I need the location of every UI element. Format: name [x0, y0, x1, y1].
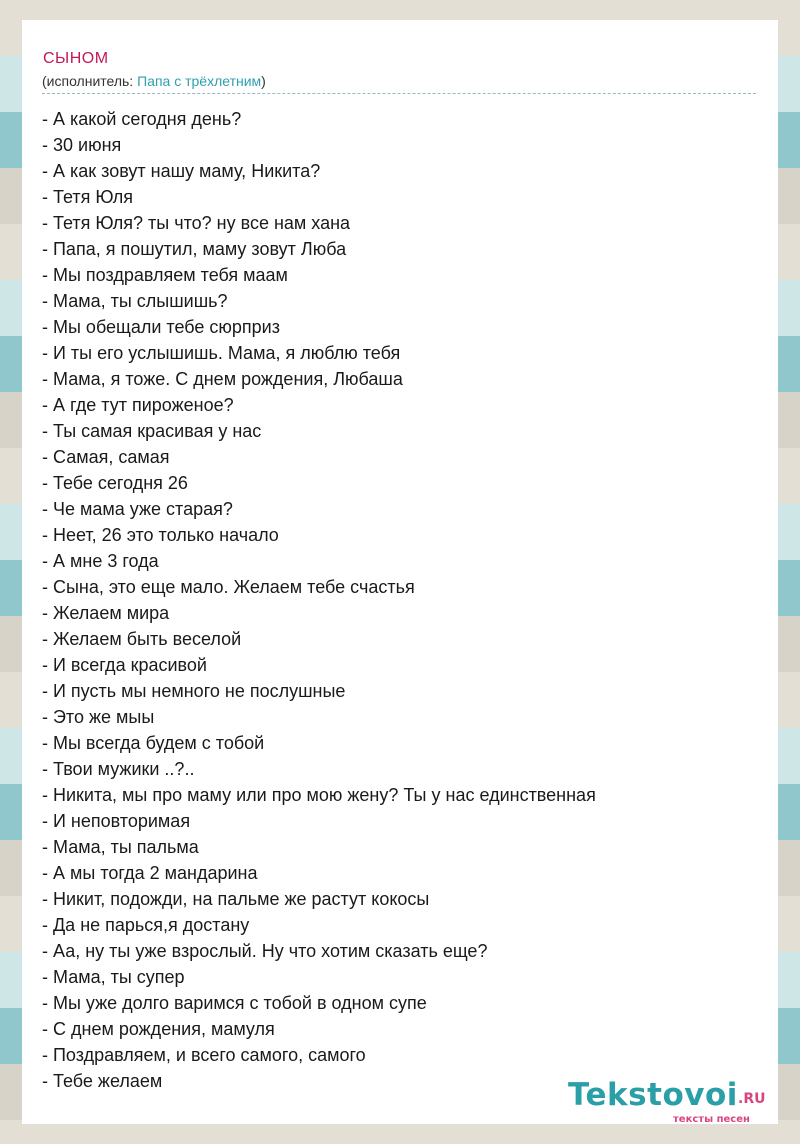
lyric-line: - Поздравляем, и всего самого, самого: [42, 1045, 366, 1065]
lyric-line: - Это же мыы: [42, 707, 155, 727]
lyric-line: - Мы уже долго варимся с тобой в одном супе: [42, 993, 427, 1013]
lyric-line: - Тетя Юля? ты что? ну все нам хана: [42, 213, 351, 233]
lyric-line: - И ты его услышишь. Мама, я люблю тебя: [42, 343, 401, 363]
lyric-line: - Ты самая красивая у нас: [42, 421, 262, 441]
site-logo[interactable]: [568, 1077, 788, 1127]
lyric-line: - И неповторимая: [42, 811, 191, 831]
performer-line: [42, 73, 266, 89]
performer-prefix: (исполнитель:: [42, 73, 138, 89]
logo-wordmark: Tekstovoi: [568, 1077, 738, 1113]
lyric-line: - Никита, мы про маму или про мою жену? Ты у нас единственная: [42, 785, 596, 805]
lyric-line: - Желаем быть веселой: [42, 629, 242, 649]
logo-domain: .RU: [738, 1091, 766, 1107]
song-title: СЫНОМ: [43, 50, 109, 67]
performer-suffix: ): [261, 73, 266, 89]
lyric-line: - Мама, я тоже. С днем рождения, Любаша: [42, 369, 403, 389]
lyric-line: - Тебе желаем: [42, 1071, 163, 1091]
lyrics-card: [22, 20, 778, 1124]
lyric-line: - 30 июня: [42, 135, 122, 155]
lyric-line: - Желаем мира: [42, 603, 170, 623]
performer-link[interactable]: Папа с трёхлетним: [137, 73, 262, 89]
lyric-line: - Аа, ну ты уже взрослый. Ну что хотим сказать еще?: [42, 941, 488, 961]
lyric-line: - Мама, ты слышишь?: [42, 291, 228, 311]
lyric-line: - Мы всегда будем с тобой: [42, 733, 265, 753]
lyric-line: - А как зовут нашу маму, Никита?: [42, 161, 321, 181]
lyric-line: - Никит, подожди, на пальме же растут кокосы: [42, 889, 430, 909]
lyric-line: - С днем рождения, мамуля: [42, 1019, 275, 1039]
logo-tagline: тексты песен: [673, 1114, 750, 1125]
lyric-line: - Папа, я пошутил, маму зовут Люба: [42, 239, 347, 259]
lyric-line: - А мне 3 года: [42, 551, 159, 571]
lyrics-text: [42, 106, 596, 1094]
lyric-line: - Неет, 26 это только начало: [42, 525, 279, 545]
lyric-line: - А где тут пироженое?: [42, 395, 234, 415]
lyric-line: - Да не парься,я достану: [42, 915, 250, 935]
lyric-line: - И всегда красивой: [42, 655, 207, 675]
lyric-line: - Твои мужики ..?..: [42, 759, 195, 779]
lyric-line: - Мама, ты супер: [42, 967, 185, 987]
lyric-line: - Тебе сегодня 26: [42, 473, 188, 493]
lyric-line: - И пусть мы немного не послушные: [42, 681, 346, 701]
lyric-line: - Мы поздравляем тебя маам: [42, 265, 288, 285]
lyric-line: - Самая, самая: [42, 447, 170, 467]
lyric-line: - А какой сегодня день?: [42, 109, 242, 129]
lyric-line: - Тетя Юля: [42, 187, 134, 207]
title-divider: [42, 93, 756, 94]
lyric-line: - Мама, ты пальма: [42, 837, 199, 857]
lyric-line: - А мы тогда 2 мандарина: [42, 863, 258, 883]
lyric-line: - Че мама уже старая?: [42, 499, 233, 519]
lyric-line: - Сына, это еще мало. Желаем тебе счастья: [42, 577, 415, 597]
lyric-line: - Мы обещали тебе сюрприз: [42, 317, 280, 337]
